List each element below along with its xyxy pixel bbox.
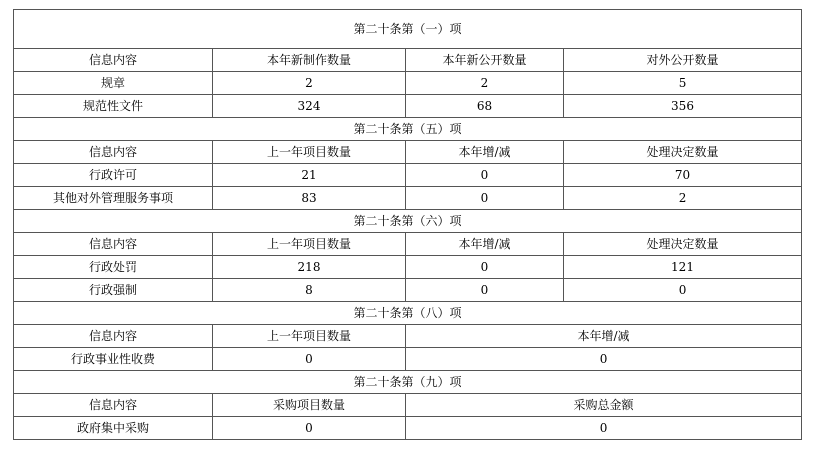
header-cell: 信息内容 bbox=[14, 394, 213, 417]
section-title-row bbox=[14, 210, 802, 233]
header-cell: 上一年项目数量 bbox=[213, 141, 406, 164]
data-cell: 2 bbox=[406, 72, 564, 95]
header-row bbox=[14, 233, 802, 256]
data-cell: 121 bbox=[564, 256, 802, 279]
header-cell: 信息内容 bbox=[14, 49, 213, 72]
data-cell: 2 bbox=[564, 187, 802, 210]
header-cell: 信息内容 bbox=[14, 233, 213, 256]
section-title: 第二十条第（八）项 bbox=[14, 302, 802, 325]
data-cell: 0 bbox=[406, 164, 564, 187]
section-title: 第二十条第（六）项 bbox=[14, 210, 802, 233]
data-cell: 2 bbox=[213, 72, 406, 95]
disclosure-table bbox=[13, 9, 802, 440]
table-row bbox=[14, 187, 802, 210]
header-cell: 本年增/减 bbox=[406, 233, 564, 256]
header-cell: 信息内容 bbox=[14, 141, 213, 164]
section-title-row bbox=[14, 302, 802, 325]
header-row bbox=[14, 141, 802, 164]
table-row bbox=[14, 95, 802, 118]
row-label: 行政处罚 bbox=[14, 256, 213, 279]
row-label: 规范性文件 bbox=[14, 95, 213, 118]
data-cell: 5 bbox=[564, 72, 802, 95]
header-row bbox=[14, 49, 802, 72]
table-row bbox=[14, 417, 802, 440]
header-cell: 上一年项目数量 bbox=[213, 233, 406, 256]
row-label: 行政强制 bbox=[14, 279, 213, 302]
section-title-row bbox=[14, 118, 802, 141]
data-cell: 0 bbox=[406, 279, 564, 302]
row-label: 其他对外管理服务事项 bbox=[14, 187, 213, 210]
header-cell: 采购总金额 bbox=[406, 394, 802, 417]
data-cell: 68 bbox=[406, 95, 564, 118]
section-title-row bbox=[14, 10, 802, 49]
table-row bbox=[14, 164, 802, 187]
table-row bbox=[14, 72, 802, 95]
data-cell: 0 bbox=[213, 348, 406, 371]
row-label: 行政事业性收费 bbox=[14, 348, 213, 371]
header-cell: 本年新制作数量 bbox=[213, 49, 406, 72]
header-cell: 本年增/减 bbox=[406, 325, 802, 348]
data-cell: 70 bbox=[564, 164, 802, 187]
data-cell: 356 bbox=[564, 95, 802, 118]
row-label: 政府集中采购 bbox=[14, 417, 213, 440]
data-cell: 0 bbox=[213, 417, 406, 440]
header-cell: 对外公开数量 bbox=[564, 49, 802, 72]
table-row bbox=[14, 348, 802, 371]
header-cell: 采购项目数量 bbox=[213, 394, 406, 417]
header-cell: 信息内容 bbox=[14, 325, 213, 348]
table-row bbox=[14, 279, 802, 302]
header-cell: 处理决定数量 bbox=[564, 233, 802, 256]
disclosure-table-container bbox=[13, 9, 802, 440]
data-cell: 0 bbox=[406, 348, 802, 371]
header-cell: 本年新公开数量 bbox=[406, 49, 564, 72]
section-title: 第二十条第（九）项 bbox=[14, 371, 802, 394]
data-cell: 8 bbox=[213, 279, 406, 302]
section-title: 第二十条第（一）项 bbox=[14, 10, 802, 49]
data-cell: 218 bbox=[213, 256, 406, 279]
header-cell: 上一年项目数量 bbox=[213, 325, 406, 348]
row-label: 行政许可 bbox=[14, 164, 213, 187]
header-cell: 处理决定数量 bbox=[564, 141, 802, 164]
data-cell: 83 bbox=[213, 187, 406, 210]
data-cell: 0 bbox=[406, 187, 564, 210]
data-cell: 0 bbox=[406, 256, 564, 279]
data-cell: 0 bbox=[406, 417, 802, 440]
header-row bbox=[14, 325, 802, 348]
section-title-row bbox=[14, 371, 802, 394]
section-title: 第二十条第（五）项 bbox=[14, 118, 802, 141]
header-row bbox=[14, 394, 802, 417]
header-cell: 本年增/减 bbox=[406, 141, 564, 164]
row-label: 规章 bbox=[14, 72, 213, 95]
data-cell: 0 bbox=[564, 279, 802, 302]
data-cell: 21 bbox=[213, 164, 406, 187]
data-cell: 324 bbox=[213, 95, 406, 118]
table-row bbox=[14, 256, 802, 279]
